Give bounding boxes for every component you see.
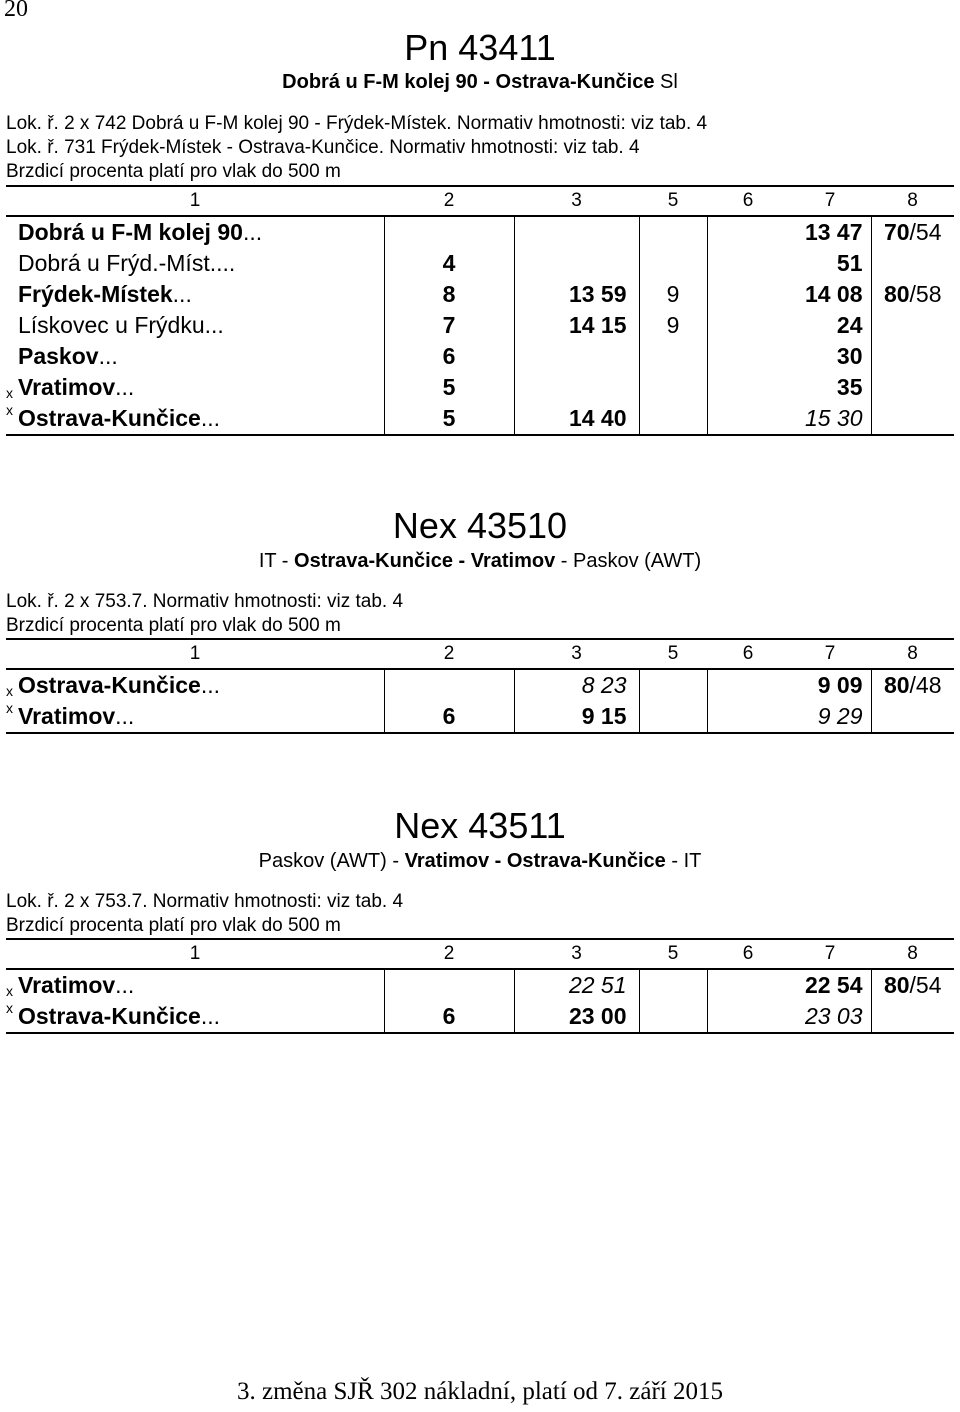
cell-distance	[384, 669, 514, 701]
cell-speed: 80/54	[871, 969, 954, 1001]
cell-dwell: 9	[639, 310, 707, 341]
cell-arrival: 14 40	[514, 403, 639, 435]
cell-distance: 4	[384, 248, 514, 279]
table-row	[6, 1001, 954, 1033]
station-name: x Vratimov...	[6, 374, 135, 401]
station-name: x Ostrava-Kunčice...	[6, 1000, 220, 1029]
stop-mark: x	[6, 1000, 13, 1016]
table-row	[6, 279, 954, 310]
cell-col6	[707, 669, 789, 701]
route-prefix: Paskov (AWT) -	[258, 850, 405, 872]
table-row	[6, 701, 954, 733]
col-header: 2	[384, 186, 514, 216]
cell-departure: 9 09	[817, 672, 863, 698]
cell-departure: 22 54	[804, 972, 863, 998]
station-name: Lískovec u Frýdku...	[18, 312, 224, 338]
route-prefix: IT -	[258, 550, 295, 572]
timetable-pn-43411	[6, 185, 954, 436]
cell-arrival: 23 00	[514, 1001, 639, 1033]
cell-arrival	[514, 248, 639, 279]
col-header: 6	[707, 186, 789, 216]
table-row	[6, 216, 954, 248]
cell-departure: 9 29	[789, 701, 871, 733]
table-row	[6, 669, 954, 701]
cell-distance	[384, 969, 514, 1001]
col-header: 1	[6, 939, 384, 969]
col-header: 7	[789, 639, 871, 669]
note-loco-2: Lok. ř. 731 Frýdek-Místek - Ostrava-Kunčice. Normativ hmotnosti: viz tab. 4	[6, 137, 640, 158]
cell-departure: 35	[836, 374, 863, 400]
cell-col6	[707, 701, 789, 733]
cell-speed	[871, 310, 954, 341]
col-header: 1	[6, 186, 384, 216]
cell-col6	[707, 403, 789, 435]
col-header: 6	[707, 939, 789, 969]
cell-arrival	[514, 372, 639, 403]
note-loco: Lok. ř. 2 x 753.7. Normativ hmotnosti: viz tab. 4	[6, 591, 404, 612]
cell-speed	[871, 372, 954, 403]
cell-col6	[707, 372, 789, 403]
cell-dwell	[639, 403, 707, 435]
cell-speed	[871, 701, 954, 733]
stop-mark: x	[6, 683, 13, 699]
train-title-nex-43511: Nex 43511	[394, 805, 566, 846]
train-title-nex-43510: Nex 43510	[392, 505, 568, 546]
route-main: Ostrava-Kunčice - Vratimov	[294, 550, 556, 572]
column-header-row	[6, 639, 954, 669]
timetable-nex-43511	[6, 938, 954, 1034]
cell-distance	[384, 216, 514, 248]
table-row	[6, 403, 954, 435]
col-header: 3	[514, 639, 639, 669]
cell-speed: 80/58	[871, 279, 954, 310]
cell-arrival: 14 15	[514, 310, 639, 341]
cell-departure: 23 03	[789, 1001, 871, 1033]
stop-mark: x	[6, 402, 13, 418]
station-name: Frýdek-Místek...	[18, 281, 192, 307]
table-row	[6, 310, 954, 341]
col-header: 2	[384, 639, 514, 669]
cell-distance: 7	[384, 310, 514, 341]
station-name: Dobrá u F-M kolej 90...	[18, 219, 263, 245]
table-row	[6, 372, 954, 403]
col-header: 5	[639, 186, 707, 216]
cell-speed	[871, 1001, 954, 1033]
col-header: 3	[514, 939, 639, 969]
col-header: 8	[871, 186, 954, 216]
page-number: 20	[4, 0, 28, 22]
station-name: x Ostrava-Kunčice...	[6, 402, 220, 431]
timetable-nex-43510	[6, 638, 954, 734]
route-suffix: - IT	[665, 850, 702, 872]
cell-dwell	[639, 372, 707, 403]
col-header: 8	[871, 939, 954, 969]
table-row	[6, 969, 954, 1001]
cell-arrival: 8 23	[514, 669, 639, 701]
page-footer: 3. změna SJŘ 302 nákladní, platí od 7. září 2015	[236, 1378, 724, 1405]
route-suffix: Sl	[654, 71, 678, 93]
cell-col6	[707, 1001, 789, 1033]
cell-arrival: 9 15	[514, 701, 639, 733]
cell-departure: 14 08	[804, 281, 863, 307]
note-brake: Brzdicí procenta platí pro vlak do 500 m	[6, 615, 341, 636]
cell-distance: 6	[384, 1001, 514, 1033]
station-name: x Vratimov...	[6, 700, 135, 729]
col-header: 5	[639, 939, 707, 969]
cell-col6	[707, 310, 789, 341]
route-suffix: - Paskov (AWT)	[555, 550, 702, 572]
cell-speed: 80/48	[871, 669, 954, 701]
col-header: 7	[789, 939, 871, 969]
cell-arrival	[514, 216, 639, 248]
train-title-pn-43411: Pn 43411	[404, 27, 556, 68]
cell-dwell	[639, 248, 707, 279]
cell-speed	[871, 341, 954, 372]
cell-col6	[707, 279, 789, 310]
station-name: x Ostrava-Kunčice...	[6, 672, 220, 699]
cell-arrival: 22 51	[514, 969, 639, 1001]
station-name: Dobrá u Frýd.-Míst....	[18, 250, 236, 276]
stop-mark: x	[6, 700, 13, 716]
station-name: x Vratimov...	[6, 972, 135, 999]
cell-col6	[707, 341, 789, 372]
cell-dwell: 9	[639, 279, 707, 310]
note-loco: Lok. ř. 2 x 753.7. Normativ hmotnosti: viz tab. 4	[6, 891, 404, 912]
col-header: 5	[639, 639, 707, 669]
train-route	[0, 70, 960, 94]
cell-col6	[707, 969, 789, 1001]
note-brake: Brzdicí procenta platí pro vlak do 500 m	[6, 161, 341, 182]
cell-departure: 15 30	[789, 403, 871, 435]
cell-speed	[871, 248, 954, 279]
note-brake: Brzdicí procenta platí pro vlak do 500 m	[6, 915, 341, 936]
cell-departure: 13 47	[804, 219, 863, 245]
cell-dwell	[639, 216, 707, 248]
note-loco-1: Lok. ř. 2 x 742 Dobrá u F-M kolej 90 - Frýdek-Místek. Normativ hmotnosti: viz tab. 4	[6, 113, 708, 134]
column-header-row	[6, 939, 954, 969]
station-name: Paskov...	[18, 343, 118, 369]
cell-distance: 5	[384, 403, 514, 435]
table-row	[6, 248, 954, 279]
table-row	[6, 341, 954, 372]
col-header: 1	[6, 639, 384, 669]
cell-col6	[707, 248, 789, 279]
stop-mark: x	[6, 983, 13, 999]
col-header: 3	[514, 186, 639, 216]
cell-distance: 8	[384, 279, 514, 310]
cell-departure: 30	[836, 343, 863, 369]
cell-arrival	[514, 341, 639, 372]
stop-mark: x	[6, 385, 13, 401]
col-header: 2	[384, 939, 514, 969]
col-header: 7	[789, 186, 871, 216]
cell-departure: 51	[836, 250, 863, 276]
cell-dwell	[639, 341, 707, 372]
train-route	[0, 549, 960, 573]
cell-dwell	[639, 701, 707, 733]
cell-distance: 6	[384, 701, 514, 733]
route-main: Dobrá u F-M kolej 90 - Ostrava-Kunčice	[282, 71, 655, 93]
cell-speed: 70/54	[871, 216, 954, 248]
cell-distance: 6	[384, 341, 514, 372]
cell-speed	[871, 403, 954, 435]
cell-col6	[707, 216, 789, 248]
route-main: Vratimov - Ostrava-Kunčice	[404, 850, 666, 872]
cell-dwell	[639, 969, 707, 1001]
col-header: 6	[707, 639, 789, 669]
train-route	[0, 849, 960, 873]
cell-dwell	[639, 669, 707, 701]
cell-arrival: 13 59	[514, 279, 639, 310]
column-header-row	[6, 186, 954, 216]
cell-dwell	[639, 1001, 707, 1033]
cell-distance: 5	[384, 372, 514, 403]
col-header: 8	[871, 639, 954, 669]
cell-departure: 24	[836, 312, 863, 338]
